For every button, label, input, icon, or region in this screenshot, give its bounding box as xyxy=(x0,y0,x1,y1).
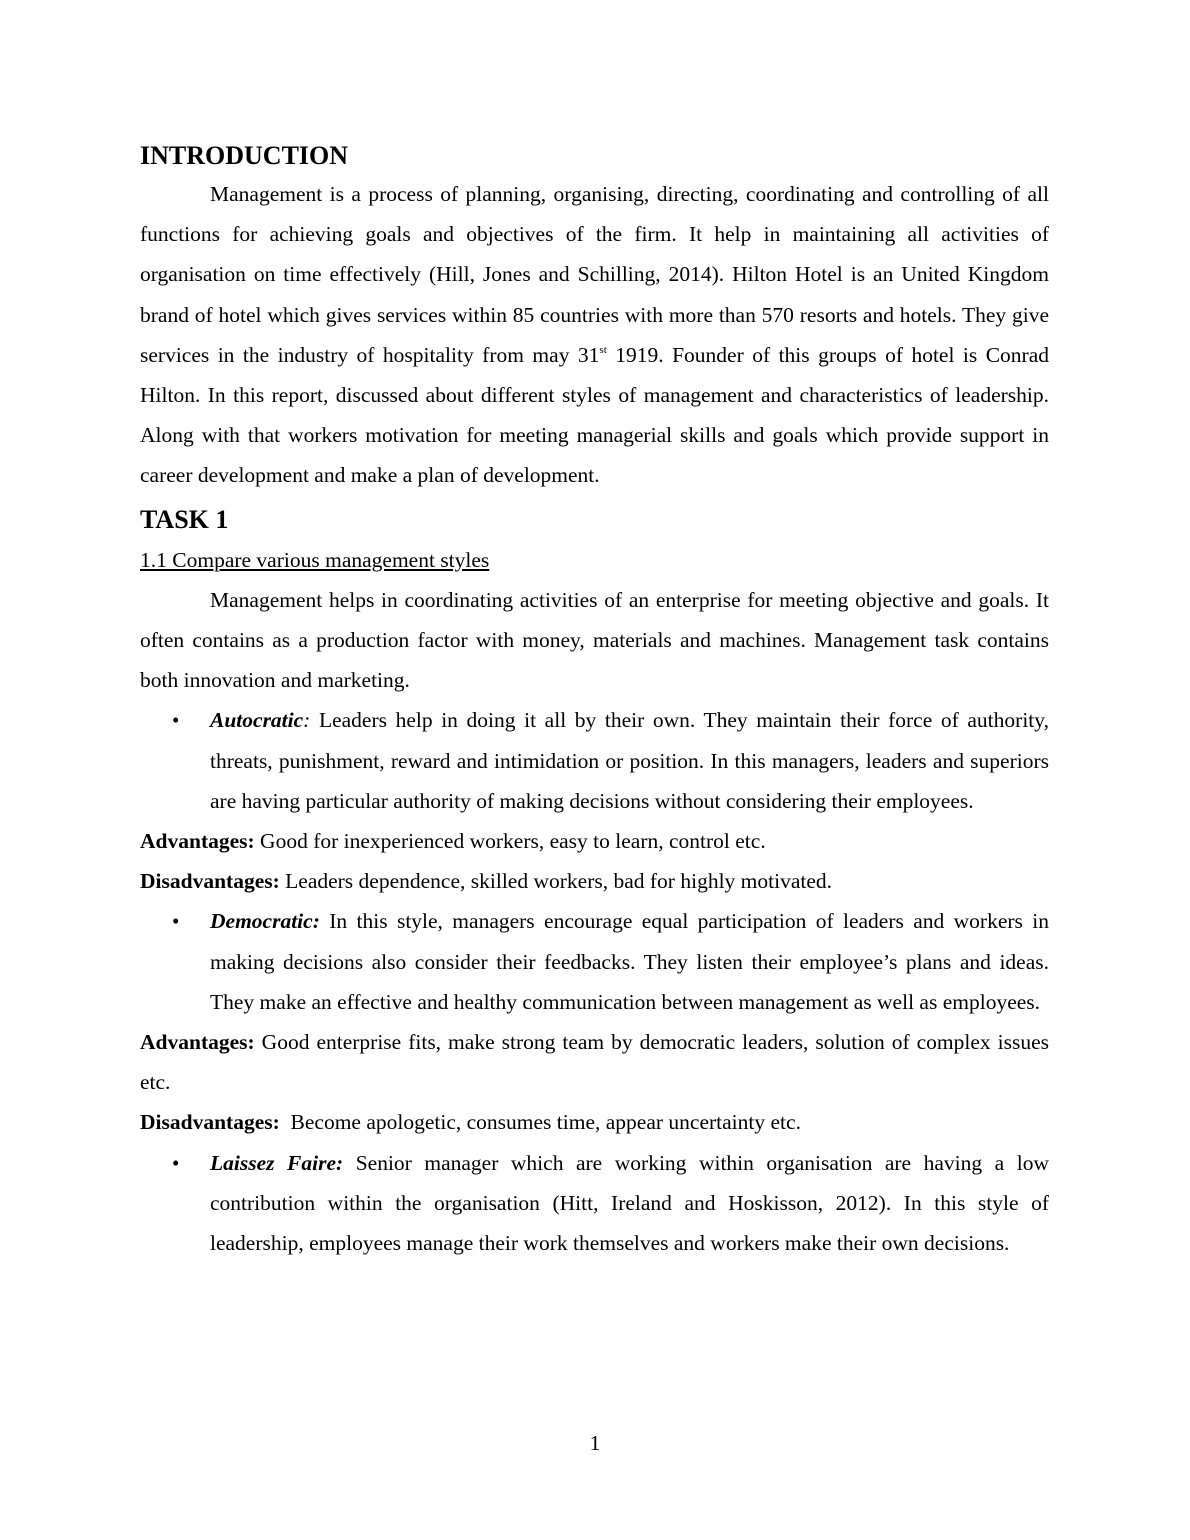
disadvantages-label: Disadvantages: xyxy=(140,869,280,894)
introduction-paragraph xyxy=(140,174,1049,496)
introduction-text-part2: 1919. Founder of this groups of hotel is Conrad Hilton. In this report, discussed about different styles of management and characteristics of leadership. Along with that workers motivation for meeting managerial skills and goals which provide support in career development and make a plan of development. xyxy=(140,342,1050,488)
page-number: 1 xyxy=(589,1431,601,1455)
bullet-icon: • xyxy=(172,708,180,733)
term-colon: : xyxy=(303,708,311,733)
list-item-laissez-faire xyxy=(140,1143,1049,1264)
style-description-democratic: In this style, managers encourage equal participation of leaders and workers in making decisions also consider their feedbacks. They listen their employee’s plans and ideas. They make an effective and healthy communication between management as well as employees. xyxy=(210,909,1049,1014)
management-intro-paragraph: Management helps in coordinating activities of an enterprise for meeting objective and goals. It often contains as a production factor with money, materials and machines. Management task contains both innovation and marketing. xyxy=(140,587,1049,693)
autocratic-advantages xyxy=(140,821,1049,861)
style-term-autocratic: Autocratic xyxy=(210,708,304,733)
bullet-icon: • xyxy=(172,909,180,934)
section-1-1-subheading xyxy=(140,540,1049,580)
task-1-heading: TASK 1 xyxy=(140,504,229,534)
style-term-democratic: Democratic: xyxy=(210,909,320,934)
advantages-label: Advantages: xyxy=(140,829,255,854)
autocratic-disadvantages xyxy=(140,861,1049,901)
disadvantages-label: Disadvantages: xyxy=(140,1110,280,1135)
advantages-label: Advantages: xyxy=(140,1030,255,1055)
style-description-autocratic: Leaders help in doing it all by their own. They maintain their force of authority, threats, punishment, reward and intimidation or position. In this managers, leaders and superiors are having particular authority of making decisions without considering their employees. xyxy=(210,708,1049,813)
list-item-democratic xyxy=(140,901,1049,1022)
management-styles-list-democratic xyxy=(140,901,1049,1022)
style-term-laissez-faire: Laissez Faire: xyxy=(210,1150,344,1175)
democratic-advantages xyxy=(140,1022,1049,1102)
management-styles-list-laissez-faire xyxy=(140,1143,1049,1264)
subheading-text: 1.1 Compare various management styles xyxy=(140,547,490,572)
democratic-disadvantages xyxy=(140,1102,1049,1142)
disadvantages-text: Leaders dependence, skilled workers, bad for highly motivated. xyxy=(279,869,833,894)
advantages-text: Good enterprise fits, make strong team by democratic leaders, solution of complex issues etc. xyxy=(140,1030,1049,1095)
list-item-autocratic xyxy=(140,700,1049,821)
bullet-icon: • xyxy=(172,1150,180,1175)
management-styles-list-autocratic xyxy=(140,700,1049,821)
ordinal-superscript: st xyxy=(599,343,607,356)
page-content xyxy=(140,138,1049,1263)
advantages-text: Good for inexperienced workers, easy to learn, control etc. xyxy=(254,829,766,854)
introduction-heading: INTRODUCTION xyxy=(140,141,349,170)
disadvantages-text: Become apologetic, consumes time, appear uncertainty etc. xyxy=(279,1110,801,1135)
introduction-text-part1: Management is a process of planning, organising, directing, coordinating and controlling of all functions for achieving goals and objectives of the firm. It help in maintaining all activities of organisation on time effectively (Hill, Jones and Schilling, 2014). Hilton Hotel is an United Kingdom brand of hotel which gives services within 85 countries with more than 570 resorts and hotels. They give services in the industry of hospitality from may 31 xyxy=(140,182,1049,367)
style-description-laissez-faire: Senior manager which are working within organisation are having a low contribution within the organisation (Hitt, Ireland and Hoskisson, 2012). In this style of leadership, employees manage their work themselves and workers make their own decisions. xyxy=(210,1150,1049,1256)
